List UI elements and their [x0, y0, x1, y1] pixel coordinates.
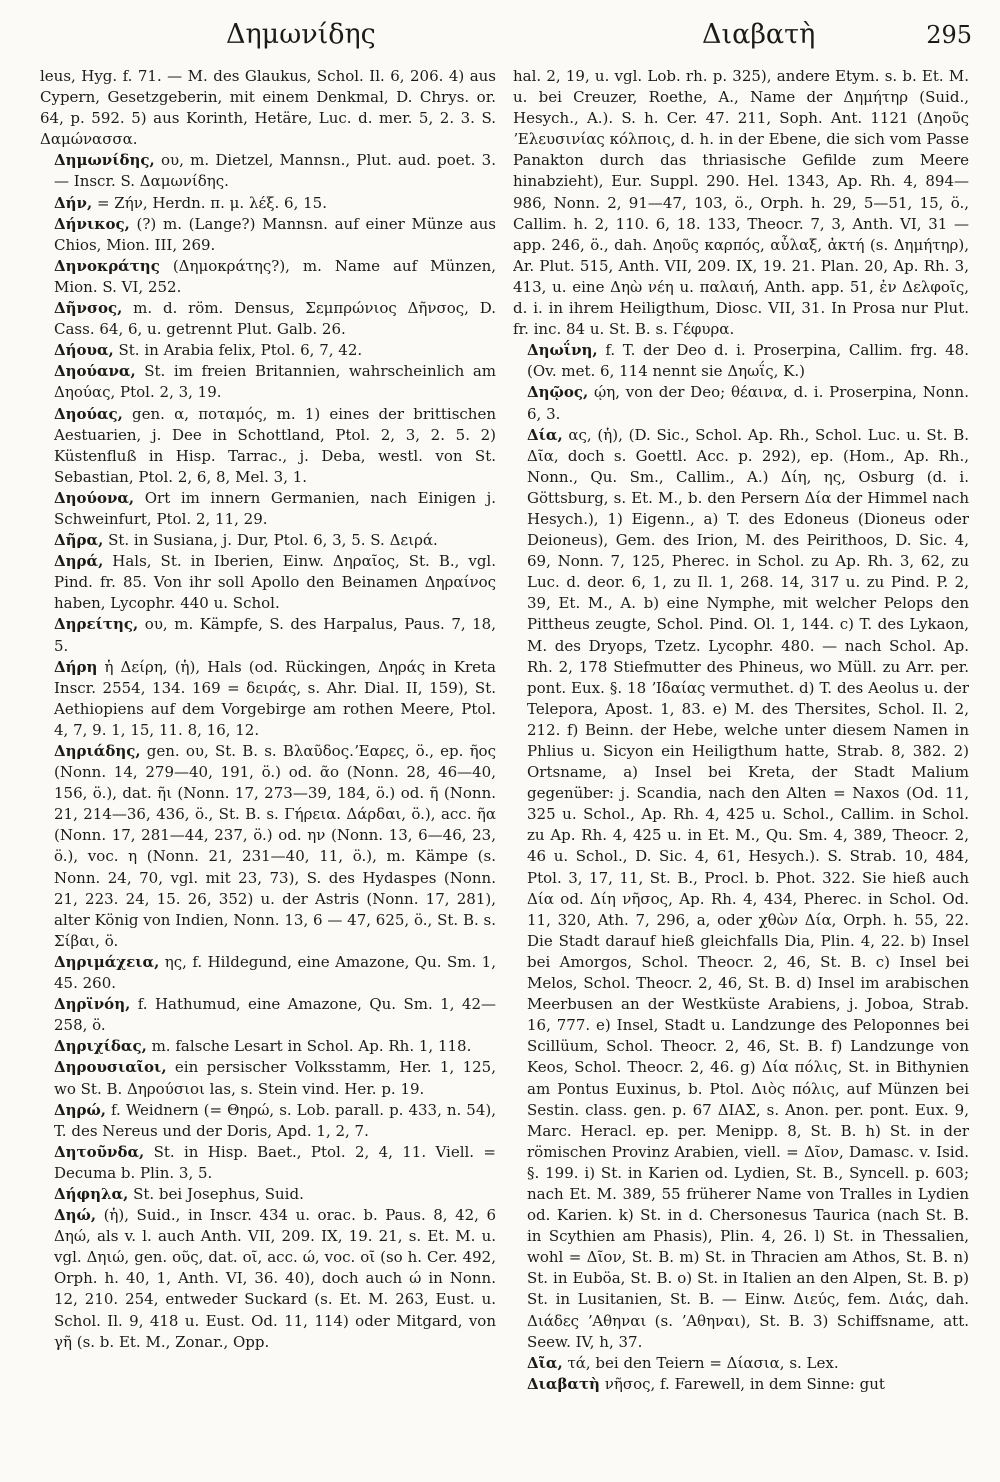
entry-headword: Δηούονα,	[54, 488, 135, 507]
entry-text: m. falsche Lesart in Schol. Ap. Rh. 1, 118.	[146, 1037, 472, 1056]
entry-headword: Δηρϊνόη,	[54, 995, 131, 1014]
entry-headword: Δῆρα,	[54, 531, 104, 550]
entry-headword: Δῆνσος,	[54, 299, 123, 318]
dictionary-entry	[40, 361, 496, 403]
dictionary-entry	[513, 1353, 969, 1374]
entry-text: St. in Arabia felix, Ptol. 6, 7, 42.	[113, 341, 363, 360]
entry-text: hal. 2, 19, u. vgl. Lob. rh. p. 325), andere Etym. s. b. Et. M. u. bei Creuzer, Roethe, A., Name der Δημήτηρ (Suid., Hesych., A.). S. h. Cer. 47. 211, Soph. Ant. 1121 (Δηοῦς ʼΕλευσινίας κόλποις, d. h. in der Ebene, die sich vom Passe Panakton durch das thriasische Gefilde zum Meere hinabzieht), Eur. Suppl. 290. Hel. 1343, Ap. Rh. 4, 894—986, Nonn. 2, 91—47, 103, ö., Orph. h. 29, 5—51, 15, ö., Callim. h. 2, 110. 6, 18. 133, Theocr. 7, 3, Anth. VI, 31 — app. 246, ö., dah. Δηοῦς καρπός, αὖλαξ, ἀκτή (s. Δημήτηρ), Ar. Plut. 515, Anth. VII, 209. IX, 19. 21. Plan. 20, Ap. Rh. 3, 413, u. eine Δηὼ νέη u. παλαιή, Anth. app. 51, ἐν Δελφοῖς, d. i. in ihrem Heiligthum, Diosc. VII, 31. In Prosa nur Plut. fr. inc. 84 u. St. B. s. Γέφυρα.	[513, 67, 969, 339]
dictionary-entry	[40, 1184, 496, 1205]
entry-headword: Δηρουσιαῖοι,	[54, 1058, 167, 1077]
entry-text: ein persischer Volksstamm, Her. 1, 125, wo St. B. Δηρούσιοι las, s. Stein vind. Her. p. 19.	[54, 1058, 496, 1098]
entry-text: Hals, St. in Iberien, Einw. Δηραῖος, St. B., vgl. Pind. fr. 85. Von ihr soll Apollo den Beinamen Δηραίνος haben, Lycophr. 440 u. Schol.	[54, 552, 496, 613]
entry-text: ῴη, von der Deo; θέαινα, d. i. Proserpina, Nonn. 6, 3.	[527, 383, 969, 423]
entry-headword: Δηούας,	[54, 404, 123, 423]
entry-headword: Δητοῦνδα,	[54, 1142, 145, 1161]
entry-text: St. im freien Britannien, wahrscheinlich am Δηούας, Ptol. 2, 3, 19.	[54, 362, 496, 402]
dictionary-entry	[40, 404, 496, 488]
dictionary-entry	[513, 1374, 969, 1395]
entry-headword: Δήνικος,	[54, 214, 130, 233]
entry-text: St. bei Josephus, Suid.	[128, 1184, 304, 1203]
dictionary-entry	[40, 1100, 496, 1142]
entry-text: = Ζήν, Herdn. π. μ. λέξ. 6, 15.	[92, 193, 327, 212]
entry-text: ἡ Δείρη, (ἡ), Hals (od. Rückingen, Δηράς in Kreta Inscr. 2554, 134. 169 = δειράς, s. Ahr. Dial. II, 159), St. Aethiopiens auf dem Vorgebirge am rothen Meere, Ptol. 4, 7, 9. 1, 15, 11. 8, 16, 12.	[54, 657, 496, 739]
entry-headword: Δήν,	[54, 193, 93, 212]
left-column	[40, 66, 496, 1472]
entry-text: ας, (ἡ), (D. Sic., Schol. Ap. Rh., Schol. Luc. u. St. B. Δῖα, doch s. Goettl. Acc. p. 292), ep. (Hom., Ap. Rh., Nonn., Qu. Sm., Callim., A.) Δίη, ης, Osburg (d. i. Göttsburg, s. Et. M., b. den Persern Δία der Himmel nach Hesych.), 1) Eigenn., a) T. des Edoneus (Dioneus oder Deioneus), Gem. des Irion, M. des Peirithoos, D. Sic. 4, 69, Nonn. 7, 125, Pherec. in Schol. zu Ap. Rh. 3, 62, zu Luc. d. deor. 6, 1, zu Il. 1, 268. 14, 317 u. zu Pind. P. 2, 39, Et. M., A. b) eine Nymphe, mit welcher Pelops den Pittheus zeugte, Schol. Pind. Ol. 1, 144. c) T. des Lykaon, M. des Dryops, Tzetz. Lycophr. 480. — nach Schol. Ap. Rh. 2, 178 Stiefmutter des Phineus, wo Müll. zu Arr. per. pont. Eux. §. 18 ʼΙδαίας vermuthet. d) T. des Aeolus u. der Telepora, Apost. 1, 83. e) M. des Thersites, Schol. Il. 2, 212. f) Beinn. der Hebe, welche unter diesem Namen in Phlius u. Sicyon ein Heiligthum hatte, Strab. 8, 382. 2) Ortsname, a) Insel bei Kreta, der Stadt Malium gegenüber: j. Scandia, nach den Alten = Naxos (Od. 11, 325 u. Schol., Ap. Rh. 4, 425 u. Schol., Callim. in Schol. zu Ap. Rh. 4, 425 u. in Et. M., Qu. Sm. 4, 389, Theocr. 2, 46 u. Schol., D. Sic. 4, 61, Hesych.). S. Strab. 10, 484, Ptol. 3, 17, 11, St. B., Procl. b. Phot. 322. Sie hieß auch Δία od. Δίη νῆσος, Ap. Rh. 4, 434, Pherec. in Schol. Od. 11, 320, Ath. 7, 296, a, oder χθὼν Δία, Orph. h. 55, 22. Die Stadt darauf hieß gleichfalls Dia, Plin. 4, 22. b) Insel bei Amorgos, Schol. Theocr. 2, 46, St. B. c) Insel bei Melos, Schol. Theocr. 2, 46, St. B. d) Insel im arabischen Meerbusen an der Westküste Arabiens, j. Joboa, Strab. 16, 777. e) Insel, Stadt u. Landzunge des Peloponnes bei Scillüum, Schol. Theocr. 2, 46, St. B. f) Landzunge von Keos, Schol. Theocr. 2, 46. g) Δία πόλις, St. in Bithynien am Pontus Euxinus, b. Ptol. Διὸς πόλις, auf Münzen bei Sestin. class. gen. p. 67 ΔΙΑΣ, s. Anon. per. pont. Eux. 9, Marc. Heracl. ep. per. Menipp. 8, St. B. h) St. in der römischen Provinz Arabien, viell. = Δῖον, Damasc. v. Isid. §. 199. i) St. in Karien od. Lydien, St. B., Syncell. p. 603; nach Et. M. 389, 55 früherer Name von Tralles in Lydien od. Karien. k) St. in d. Chersonesus Taurica (nach St. B. in Scythien am Phasis), Plin. 4, 26. l) St. in Thessalien, wohl = Δῖον, St. B. m) St. in Thracien am Athos, St. B. n) St. in Euböa, St. B. o) St. in Italien an den Alpen, St. B. p) St. in Lusitanien, St. B. — Einw. Διεύς, fem. Διάς, dah. Διάδες ʼΑθηναι (s. ʼΑθηναι), St. B. 3) Schiffsname, att. Seew. IV, h, 37.	[527, 425, 969, 1351]
entry-text: ου, m. Kämpfe, S. des Harpalus, Paus. 7, 18, 5.	[54, 615, 496, 655]
header-last-word: Διαβατὴ	[702, 19, 816, 50]
entry-text: τά, bei den Teiern = Δίασια, s. Lex.	[562, 1353, 839, 1372]
entry-text: leus, Hyg. f. 71. — M. des Glaukus, Schol. Il. 6, 206. 4) aus Cypern, Gesetzgeberin, mit einem Denkmal, D. Chrys. or. 64, p. 592. 5) aus Korinth, Hetäre, Luc. d. mer. 5, 2. 3. S. Δαμώνασσα.	[40, 67, 496, 149]
entry-text: m. d. röm. Densus, Σεμπρώνιος Δῆνσος, D. Cass. 64, 6, u. getrennt Plut. Galb. 26.	[54, 299, 496, 339]
dictionary-entry	[40, 488, 496, 530]
entry-text: νῆσος, f. Farewell, in dem Sinne: gut	[599, 1374, 885, 1393]
entry-headword: Δηριμάχεια,	[54, 952, 160, 971]
dictionary-entry	[40, 1057, 496, 1099]
dictionary-entry	[513, 66, 969, 340]
entry-text: f. Weidnern (= Θηρώ, s. Lob. parall. p. 433, n. 54), T. des Nereus und der Doris, Apd. 1, 2, 7.	[54, 1100, 496, 1140]
entry-headword: Δήρη	[54, 657, 98, 676]
dictionary-entry	[40, 530, 496, 551]
entry-headword: Δηριχίδας,	[54, 1037, 147, 1056]
dictionary-entry	[40, 1142, 496, 1184]
dictionary-entry	[40, 741, 496, 952]
dictionary-entry	[513, 425, 969, 1353]
dictionary-entry	[40, 193, 496, 214]
entry-text: ου, m. Dietzel, Mannsn., Plut. aud. poet. 3. — Inscr. S. Δαμωνίδης.	[54, 151, 496, 191]
entry-headword: Δημωνίδης,	[54, 151, 155, 170]
entry-headword: Δηώ,	[54, 1206, 97, 1225]
dictionary-entry	[40, 150, 496, 192]
entry-text: (?) m. (Lange?) Mannsn. auf einer Münze aus Chios, Mion. III, 269.	[54, 214, 496, 254]
entry-headword: Δηούανα,	[54, 362, 136, 381]
dictionary-entry	[40, 551, 496, 614]
dictionary-entry	[40, 340, 496, 361]
entry-headword: Δήουα,	[54, 341, 114, 360]
entry-headword: Δηρώ,	[54, 1100, 107, 1119]
entry-headword: Δηνοκράτης	[54, 256, 160, 275]
entry-headword: Δία,	[527, 425, 563, 444]
dictionary-entry	[40, 214, 496, 256]
entry-text: (Δημοκράτης?), m. Name auf Münzen, Mion. S. VI, 252.	[54, 256, 496, 296]
dictionary-entry	[40, 1205, 496, 1353]
header-first-word: Δημωνίδης	[226, 19, 376, 50]
dictionary-entry	[40, 614, 496, 656]
entry-text: (ἡ), Suid., in Inscr. 434 u. orac. b. Paus. 8, 42, 6 Δηώ, als v. l. auch Anth. VII, 209. IX, 19. 21, s. Et. M. u. vgl. Δηιώ, gen. οῦς, dat. οῖ, acc. ώ, voc. οῖ (so h. Cer. 492, Orph. h. 40, 1, Anth. VI, 36. 40), doch auch ώ in Nonn. 12, 210. 254, entweder Suckard (s. Et. M. 263, Eust. u. Schol. Il. 9, 418 u. Eust. Od. 11, 114) oder Mitgard, von γῆ (s. b. Et. M., Zonar., Opp.	[54, 1206, 496, 1351]
entry-headword: Δηριάδης,	[54, 742, 141, 760]
entry-text: f. T. der Deo d. i. Proserpina, Callim. frg. 48. (Ov. met. 6, 114 nennt sie Δηωΐς, K.)	[527, 341, 969, 381]
entry-text: St. in Susiana, j. Dur, Ptol. 6, 3, 5. S. Δειρά.	[103, 531, 438, 550]
dictionary-entry	[40, 1036, 496, 1057]
dictionary-entry	[40, 256, 496, 298]
dictionary-entry	[40, 952, 496, 994]
entry-text: gen. α, ποταμός, m. 1) eines der brittischen Aestuarien, j. Dee in Schottland, Ptol. 2, 3, 2. 5. 2) Küstenfluß in Hisp. Tarrac., j. Deba, westl. von St. Sebastian, Ptol. 2, 6, 8, Mel. 3, 1.	[54, 404, 496, 486]
entry-headword: Δῖα,	[527, 1353, 563, 1372]
page-number: 295	[926, 21, 972, 49]
entry-headword: Δηρείτης,	[54, 615, 139, 634]
entry-headword: Δήφηλα,	[54, 1184, 129, 1203]
entry-text: ης, f. Hildegund, eine Amazone, Qu. Sm. 1, 45. 260.	[54, 952, 496, 993]
entry-headword: Δηῷος,	[527, 383, 589, 402]
entry-headword: Δηωΐνη,	[527, 341, 598, 360]
dictionary-entry	[40, 657, 496, 741]
dictionary-entry	[513, 382, 969, 424]
entry-text: Ort im innern Germanien, nach Einigen j. Schweinfurt, Ptol. 2, 11, 29.	[54, 488, 496, 528]
right-column	[513, 66, 969, 1472]
entry-text: gen. ου, St. B. s. Βλαῦδος.ʼΕαρες, ö., ep. ῆος (Nonn. 14, 279—40, 191, ö.) od. ᾶο (Nonn. 28, 46—40, 156, ö.), dat. ῆι (Nonn. 17, 273—39, 184, ö.) od. ῆ (Nonn. 21, 214—36, 436, ö., St. B. s. Γήρεια. Δάρδαι, ö.), acc. ῆα (Nonn. 17, 281—44, 237, ö.) od. ην (Nonn. 13, 6—46, 23, ö.), voc. η (Nonn. 21, 231—40, 11, ö.), m. Kämpe (s. Nonn. 24, 70, vgl. mit 23, 73), S. des Hydaspes (Nonn. 21, 223. 24, 15. 26, 352) u. der Astris (Nonn. 17, 281), alter König von Indien, Nonn. 13, 6 — 47, 625, ö., St. B. s. Σίβαι, ö.	[54, 742, 496, 950]
dictionary-entry	[40, 298, 496, 340]
dictionary-entry	[513, 340, 969, 382]
running-header	[30, 14, 972, 56]
entry-text: f. Hathumud, eine Amazone, Qu. Sm. 1, 42—258, ö.	[54, 995, 496, 1035]
entry-text: St. in Hisp. Baet., Ptol. 2, 4, 11. Viell. = Decuma b. Plin. 3, 5.	[54, 1142, 496, 1182]
dictionary-entry	[40, 66, 496, 150]
entry-headword: Δηρά,	[54, 552, 104, 571]
entry-headword: Διαβατὴ	[527, 1374, 600, 1393]
dictionary-entry	[40, 994, 496, 1036]
